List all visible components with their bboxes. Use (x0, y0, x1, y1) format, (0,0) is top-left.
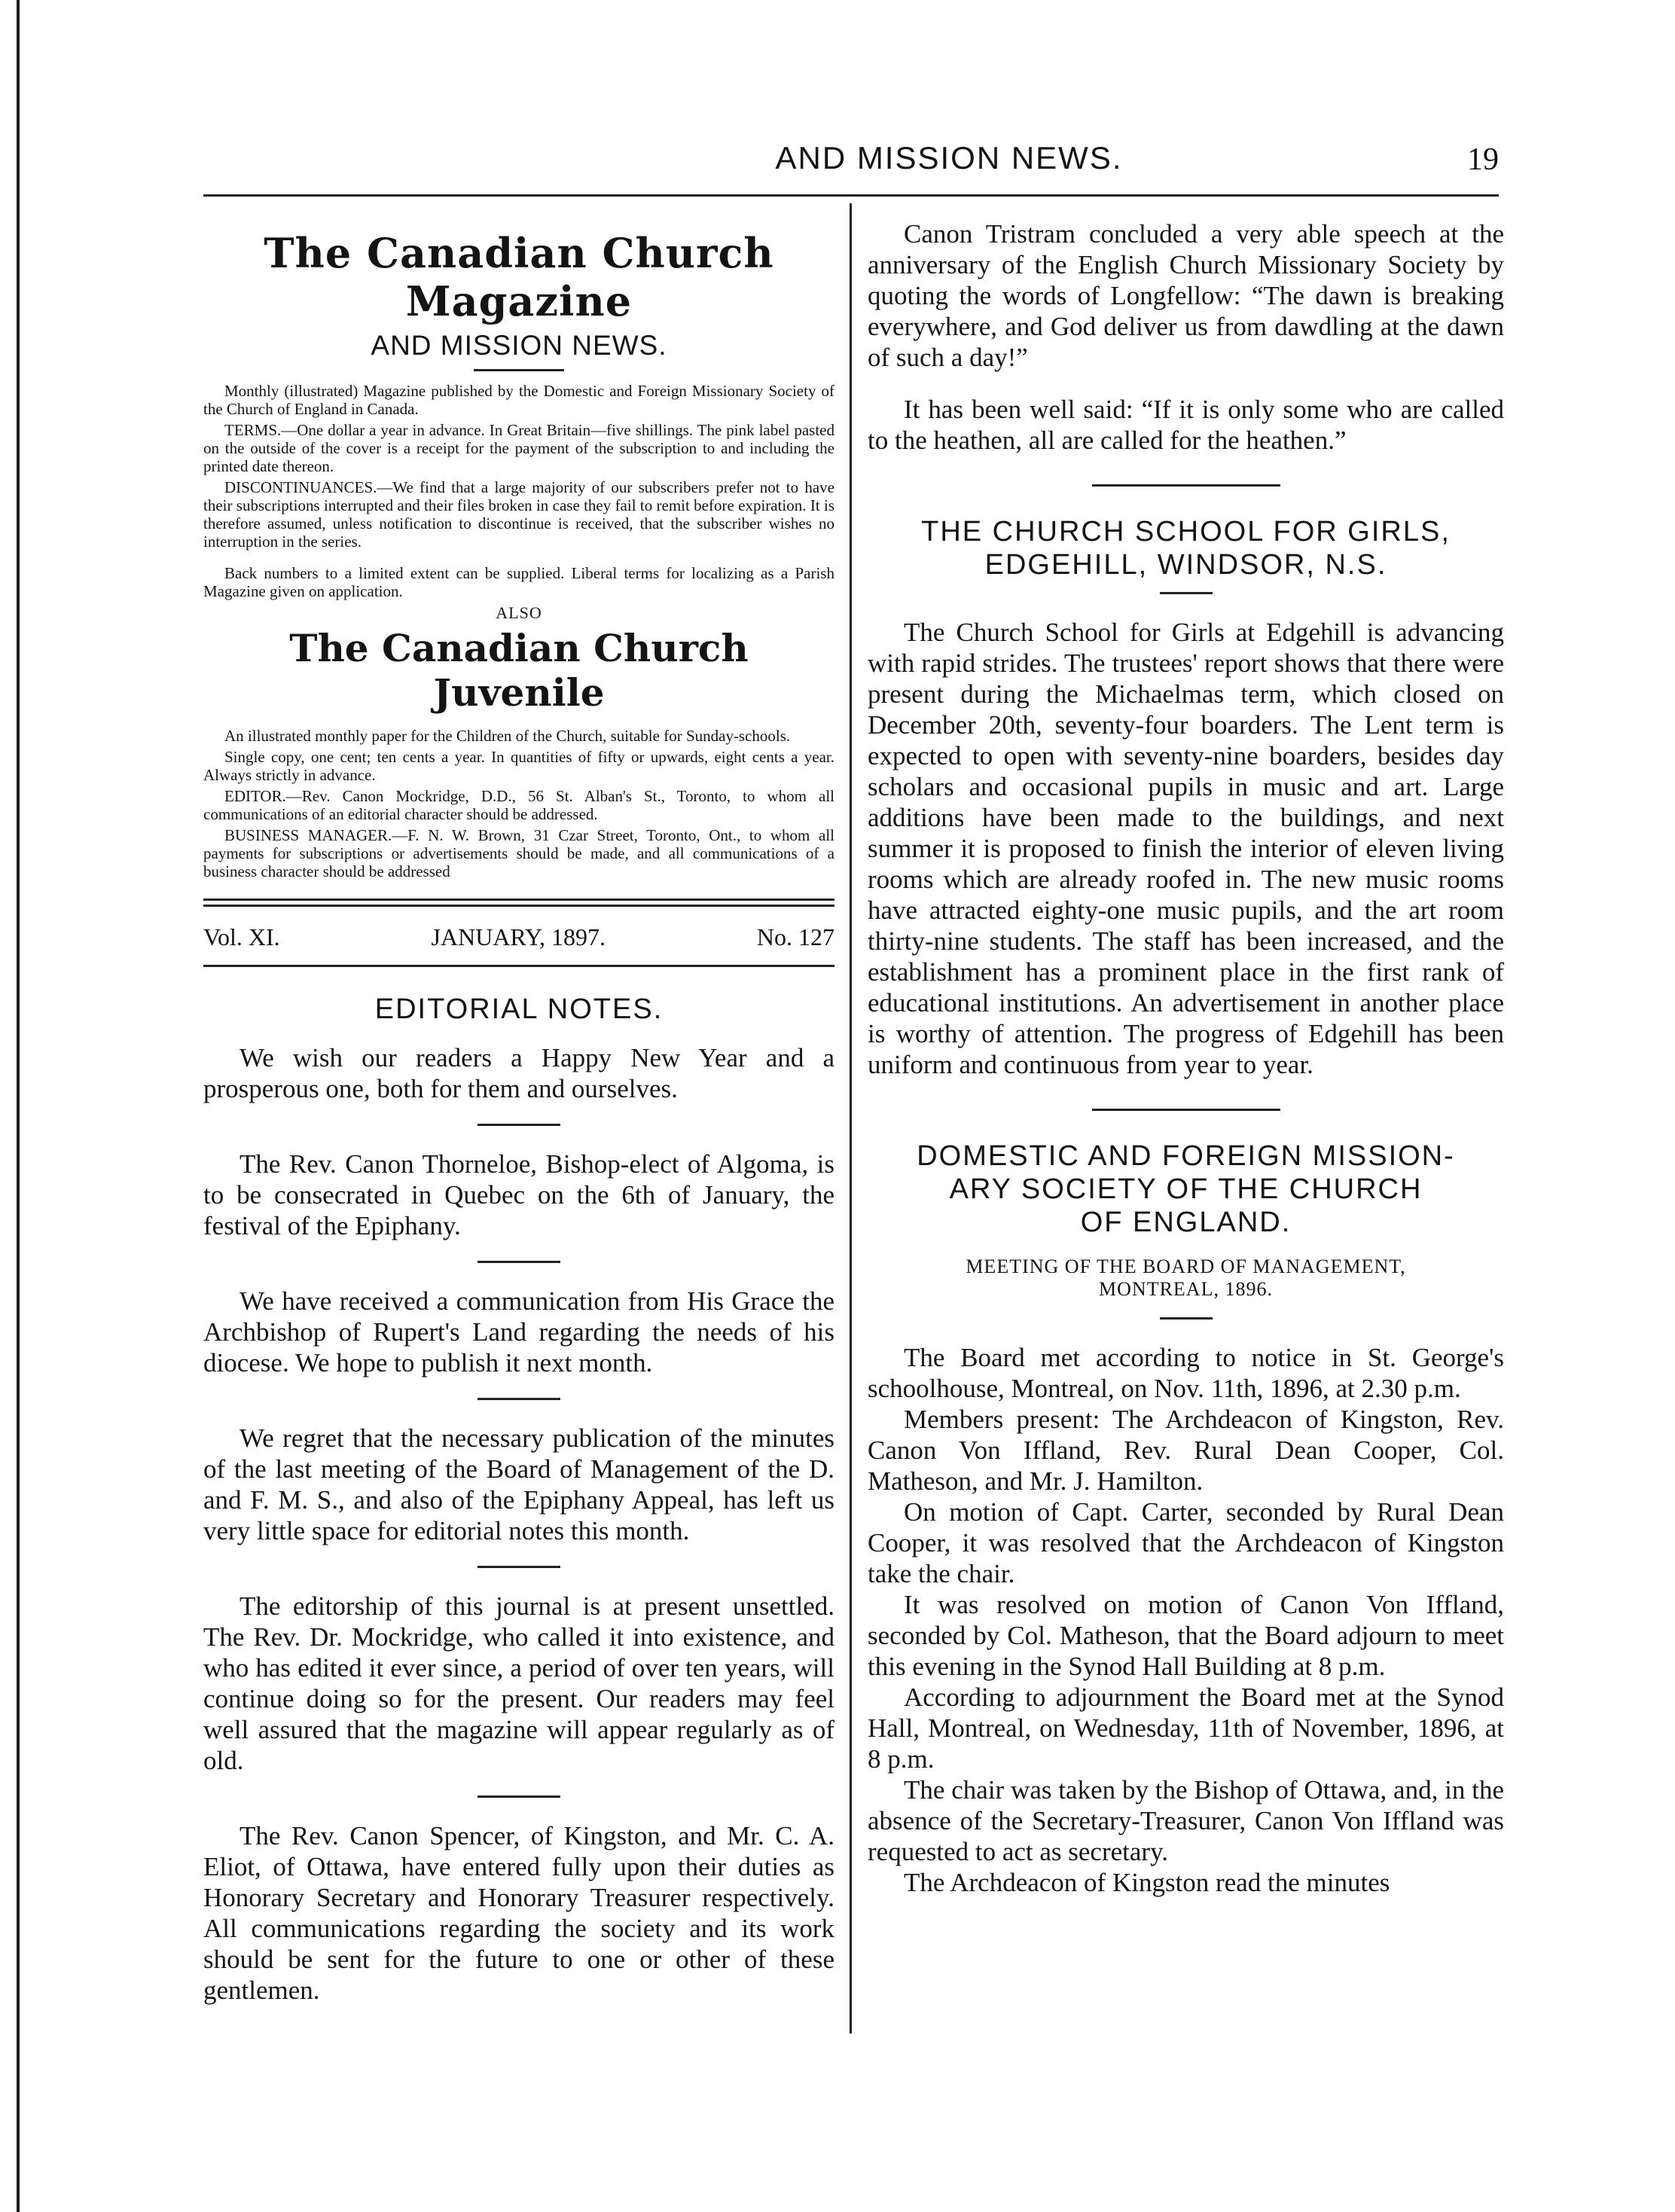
binding-edge-rule (17, 0, 20, 2212)
magazine-title: The Canadian Church Magazine (264, 229, 774, 325)
issue-line (203, 923, 834, 951)
school-paragraph: The Church School for Girls at Edgehill is advancing with rapid strides. The trustees' report shows that there were present during the Michaelmas term, which closed on December 20th, seventy-four boarders. The Lent term is expected to open with seventy-nine boarders, besides day scholars and occasional pupils in music and art. Large additions have been made to the buildings, and next summer it is proposed to finish the interior of eleven living rooms which are already roofed in. The new music rooms have attracted eighty-one music pupils, and the art room thirty-nine students. The staff has been increased, and the establishment has a prominent place in the first rank of educational institutions. An advertisement in another place is worthy of attention. The progress of Edgehill has been uniform and continuous from year to year. (868, 618, 1504, 1079)
minutes-paragraph: The chair was taken by the Bishop of Ottawa, and, in the absence of the Secretary-Treasurer, Canon Von Iffland was requested to act as secretary. (868, 1775, 1504, 1866)
editorial-paragraph: The Rev. Canon Thorneloe, Bishop-elect of Algoma, is to be consecrated in Quebec on the 6th of January, the festival of the Epiphany. (203, 1149, 834, 1240)
editorial-paragraph: We wish our readers a Happy New Year and a prosperous one, both for them and ourselves. (203, 1043, 834, 1103)
separator-rule (477, 1398, 560, 1400)
page-number: 19 (1467, 142, 1499, 177)
separator-rule (477, 1261, 560, 1263)
magazine-subtitle: AND MISSION NEWS. (371, 330, 667, 361)
discontinuances-notice: DISCONTINUANCES.—We find that a large majority of our subscribers prefer not to have their subscriptions interrupted and their files broken in case they fail to remit before expiration. It is therefore assumed, unless notification to discontinue is received, that the subscriber wishes no interruption in the series. (203, 478, 834, 551)
editorial-heading: EDITORIAL NOTES. (374, 993, 664, 1025)
heading-rule (1160, 1317, 1213, 1320)
minutes-paragraph: Members present: The Archdeacon of Kingston, Rev. Canon Von Iffland, Rev. Rural Dean Cooper, Col. Matheson, and Mr. J. Hamilton. (868, 1405, 1504, 1496)
school-heading-line: EDGEHILL, WINDSOR, N.S. (984, 549, 1387, 581)
head-rule (203, 194, 1499, 197)
issue-volume: Vol. XI. (203, 923, 280, 950)
editorial-paragraph: The Rev. Canon Spencer, of Kingston, and Mr. C. A. Eliot, of Ottawa, have entered fully upon their duties as Honorary Secretary and Honorary Treasurer respectively. All communications regarding the society and its work should be sent for the future to one or other of these gentlemen. (203, 1821, 834, 2005)
tristram-paragraph: Canon Tristram concluded a very able speech at the anniversary of the English Church Missionary Society by quoting the words of Longfellow: “The dawn is breaking everywhere, and God deliver us from dawdling at the dawn of such a day!” (868, 219, 1504, 372)
publisher-notice: Monthly (illustrated) Magazine published by the Domestic and Foreign Missionary Society of the Church of England in Canada. (203, 382, 834, 418)
society-heading-line: OF ENGLAND. (1080, 1207, 1292, 1238)
meeting-subheading (868, 1256, 1504, 1301)
right-column (868, 203, 1504, 1898)
running-head (196, 140, 1499, 185)
section-separator (1092, 484, 1280, 487)
school-heading-line: THE CHURCH SCHOOL FOR GIRLS, (921, 516, 1451, 548)
minutes-paragraph: On motion of Capt. Carter, seconded by Rural Dean Cooper, it was resolved that the Archdeacon of Kingston take the chair. (868, 1497, 1504, 1588)
masthead-bottom-rule (203, 899, 834, 901)
masthead-short-rule (474, 369, 564, 371)
issue-number: No. 127 (756, 923, 834, 950)
editorial-paragraph: We have received a communication from His Grace the Archbishop of Rupert's Land regarding the needs of his diocese. We hope to publish it next month. (203, 1286, 834, 1378)
editorial-paragraph: We regret that the necessary publication of the minutes of the last meeting of the Board of Management of the D. and F. M. S., and also of the Epiphany Appeal, has left us very little space for editorial notes this month. (203, 1423, 834, 1545)
minutes-paragraph: The Archdeacon of Kingston read the minutes (904, 1868, 1390, 1897)
issue-rule (203, 965, 834, 967)
separator-rule (477, 1796, 560, 1798)
well-said-paragraph: It has been well said: “If it is only some who are called to the heathen, all are called for the heathen.” (868, 395, 1504, 455)
editorial-paragraph: The editorship of this journal is at present unsettled. The Rev. Dr. Mockridge, who called it into existence, and who has edited it ever since, a period of over ten years, will continue doing so for the present. Our readers may feel well assured that the magazine will appear regularly as of old. (203, 1591, 834, 1775)
masthead-bottom-rule-second (203, 905, 834, 907)
left-column (203, 203, 834, 2006)
separator-rule (477, 1124, 560, 1126)
minutes-paragraph: According to adjournment the Board met at the Synod Hall, Montreal, on Wednesday, 11th of November, 1896, at 8 p.m. (868, 1683, 1504, 1774)
running-head-title: AND MISSION NEWS. (775, 140, 1123, 175)
society-heading-line: DOMESTIC AND FOREIGN MISSION- (917, 1140, 1455, 1172)
section-separator (1092, 1109, 1280, 1111)
back-numbers-notice: Back numbers to a limited extent can be supplied. Liberal terms for localizing as a Parish Magazine given on application. (203, 564, 834, 600)
also-label: ALSO (496, 603, 542, 622)
school-heading (868, 515, 1504, 581)
terms-notice: TERMS.—One dollar a year in advance. In Great Britain—five shillings. The pink label pasted on the outside of the cover is a receipt for the payment of the subscription to and including the printed date thereon. (203, 421, 834, 475)
minutes-paragraph: The Board met according to notice in St. George's schoolhouse, Montreal, on Nov. 11th, 1896, at 2.30 p.m. (868, 1343, 1504, 1403)
minutes-paragraph: It was resolved on motion of Canon Von Iffland, seconded by Col. Matheson, that the Board adjourn to meet this evening in the Synod Hall Building at 8 p.m. (868, 1590, 1504, 1681)
column-divider (850, 203, 852, 2034)
business-manager-notice: BUSINESS MANAGER.—F. N. W. Brown, 31 Czar Street, Toronto, Ont., to whom all payments for subscriptions or advertisements should be made, and all communications of a business character should be addressed (203, 826, 834, 880)
juvenile-description: An illustrated monthly paper for the Children of the Church, suitable for Sunday-schools. (224, 727, 791, 745)
juvenile-title: The Canadian Church Juvenile (289, 626, 749, 715)
issue-date: JANUARY, 1897. (431, 923, 606, 950)
society-heading (868, 1140, 1504, 1239)
meeting-subheading-line: MONTREAL, 1896. (1099, 1278, 1273, 1300)
meeting-subheading-line: MEETING OF THE BOARD OF MANAGEMENT, (966, 1256, 1406, 1277)
heading-rule (1160, 592, 1213, 594)
society-heading-line: ARY SOCIETY OF THE CHURCH (949, 1173, 1423, 1205)
editor-notice: EDITOR.—Rev. Canon Mockridge, D.D., 56 St. Alban's St., Toronto, to whom all communications of an editorial character should be addressed. (203, 787, 834, 823)
separator-rule (477, 1566, 560, 1568)
juvenile-pricing: Single copy, one cent; ten cents a year. In quantities of fifty or upwards, eight cents a year. Always strictly in advance. (203, 748, 834, 784)
